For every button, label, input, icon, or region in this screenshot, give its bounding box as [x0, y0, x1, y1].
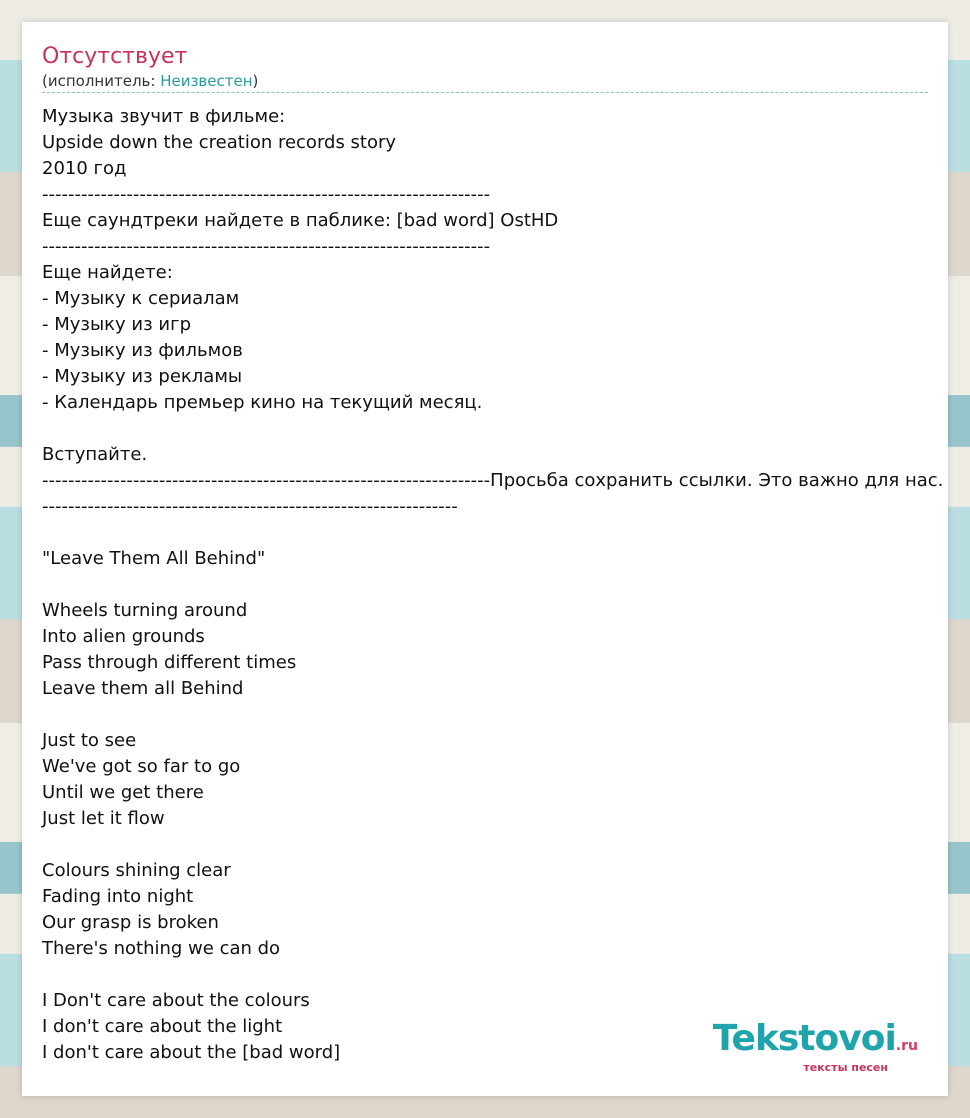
logo-tagline: тексты песен [803, 1061, 888, 1074]
artist-prefix: (исполнитель: [42, 72, 161, 90]
artist-link[interactable]: Неизвестен [160, 72, 253, 90]
artist-suffix: ) [252, 72, 259, 90]
song-title: Отсутствует [42, 44, 188, 69]
song-header [42, 42, 928, 93]
lyrics-card [22, 22, 948, 1096]
site-logo[interactable] [713, 1020, 918, 1074]
logo-suffix: .ru [895, 1038, 918, 1054]
logo-wordmark [713, 1020, 918, 1065]
lyrics-text: Музыка звучит в фильме: Upside down the creation records story 2010 год --------------------------------------------------------------------- Еще саундтреки найдете в паблике: [bad word] OstHD --------------------------------------------------------------------- Еще найдете: - Музыку к сериалам - Музыку из игр - Музыку из фильмов - Музыку из рекламы - Календарь премьер кино на текущий месяц. Вступайте. ---------------------------------------------------------------------Просьба сохранить ссылки. Это важно для нас. ---------------------------------------------------------------- "Leave Them All Behind" Wheels turning around Into alien grounds Pass through different times Leave them all Behind Just to see We've got so far to go Until we get there Just let it flow Colours shining clear Fading into night Our grasp is broken There's nothing we can do I Don't care about the colours I don't care about the light I don't care about the [bad word] [42, 106, 944, 1063]
artist-line [42, 72, 928, 90]
logo-main-text: Tekstovoi [712, 1018, 896, 1059]
